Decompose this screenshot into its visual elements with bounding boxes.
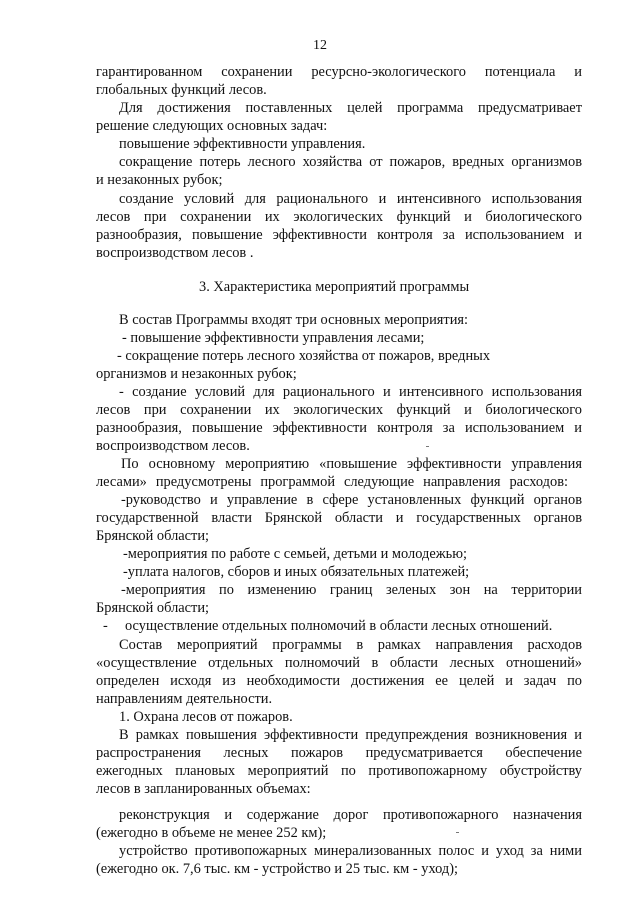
text-line: решение следующих основных задач: (96, 118, 328, 134)
text-line: - создание условий для рационального и интенсивного использования (119, 384, 582, 400)
text-line: осуществление отдельных полномочий в области лесных отношений. (125, 618, 553, 634)
text-line: и незаконных рубок; (96, 172, 223, 188)
text-line: государственной власти Брянской области и государственных органов (96, 510, 582, 526)
scan-speck (426, 446, 429, 447)
list-dash: - (103, 618, 108, 634)
text-line: лесами» предусмотрены программой следующие направления расходов: (96, 474, 568, 490)
text-line: разнообразия, повышение эффективности контроля за использованием и (96, 420, 582, 436)
text-line: лесов в запланированных объемах: (96, 781, 311, 797)
text-line: -руководство и управление в сфере установленных функций органов (121, 492, 582, 508)
text-line: лесов при сохранении их экологических функций и биологического (96, 209, 582, 225)
text-line: реконструкция и содержание дорог противопожарного назначения (119, 807, 582, 823)
text-line: 1. Охрана лесов от пожаров. (119, 709, 293, 725)
text-line: Брянской области; (96, 600, 210, 616)
text-line: (ежегодно ок. 7,6 тыс. км - устройство и 25 тыс. км - уход); (96, 861, 459, 877)
text-line: воспроизводством лесов. (96, 438, 250, 454)
text-line: глобальных функций лесов. (96, 82, 267, 98)
text-line: По основному мероприятию «повышение эффективности управления (121, 456, 582, 472)
text-line: В рамках повышения эффективности предупреждения возникновения и (119, 727, 582, 743)
text-line: лесов при сохранении их экологических функций и биологического (96, 402, 582, 418)
text-line: - сокращение потерь лесного хозяйства от пожаров, вредных (117, 348, 491, 364)
text-line: разнообразия, повышение эффективности контроля за использованием и (96, 227, 582, 243)
page-number: 12 (313, 38, 327, 53)
text-line: «осуществление отдельных полномочий в области лесных отношений» (96, 655, 582, 671)
text-line: организмов и незаконных рубок; (96, 366, 297, 382)
text-line: определен исходя из необходимости достижения ее целей и задач по (96, 673, 582, 689)
text-line: направлениям деятельности. (96, 691, 273, 707)
text-line: -мероприятия по изменению границ зеленых зон на территории (121, 582, 582, 598)
text-line: распространения лесных пожаров предусматривается обеспечение (96, 745, 582, 761)
text-line: (ежегодно в объеме не менее 252 км); (96, 825, 327, 841)
text-line: Брянской области; (96, 528, 210, 544)
text-line: -мероприятия по работе с семьей, детьми и молодежью; (123, 546, 467, 562)
text-line: - повышение эффективности управления лесами; (122, 330, 425, 346)
text-line: Состав мероприятий программы в рамках направления расходов (119, 637, 582, 653)
text-line: воспроизводством лесов . (96, 245, 254, 261)
text-line: гарантированном сохранении ресурсно-экологического потенциала и (96, 64, 582, 80)
text-line: создание условий для рационального и интенсивного использования (119, 191, 582, 207)
text-line: ежегодных плановых мероприятий по противопожарному обустройству (96, 763, 582, 779)
text-line: устройство противопожарных минерализованных полос и уход за ними (119, 843, 582, 859)
scan-speck (456, 832, 459, 833)
section-heading: 3. Характеристика мероприятий программы (199, 279, 470, 295)
text-line: сокращение потерь лесного хозяйства от пожаров, вредных организмов (119, 154, 582, 170)
text-line: Для достижения поставленных целей программа предусматривает (119, 100, 582, 116)
text-line: В состав Программы входят три основных мероприятия: (119, 312, 469, 328)
text-line: -уплата налогов, сборов и иных обязательных платежей; (123, 564, 470, 580)
text-line: повышение эффективности управления. (119, 136, 366, 152)
